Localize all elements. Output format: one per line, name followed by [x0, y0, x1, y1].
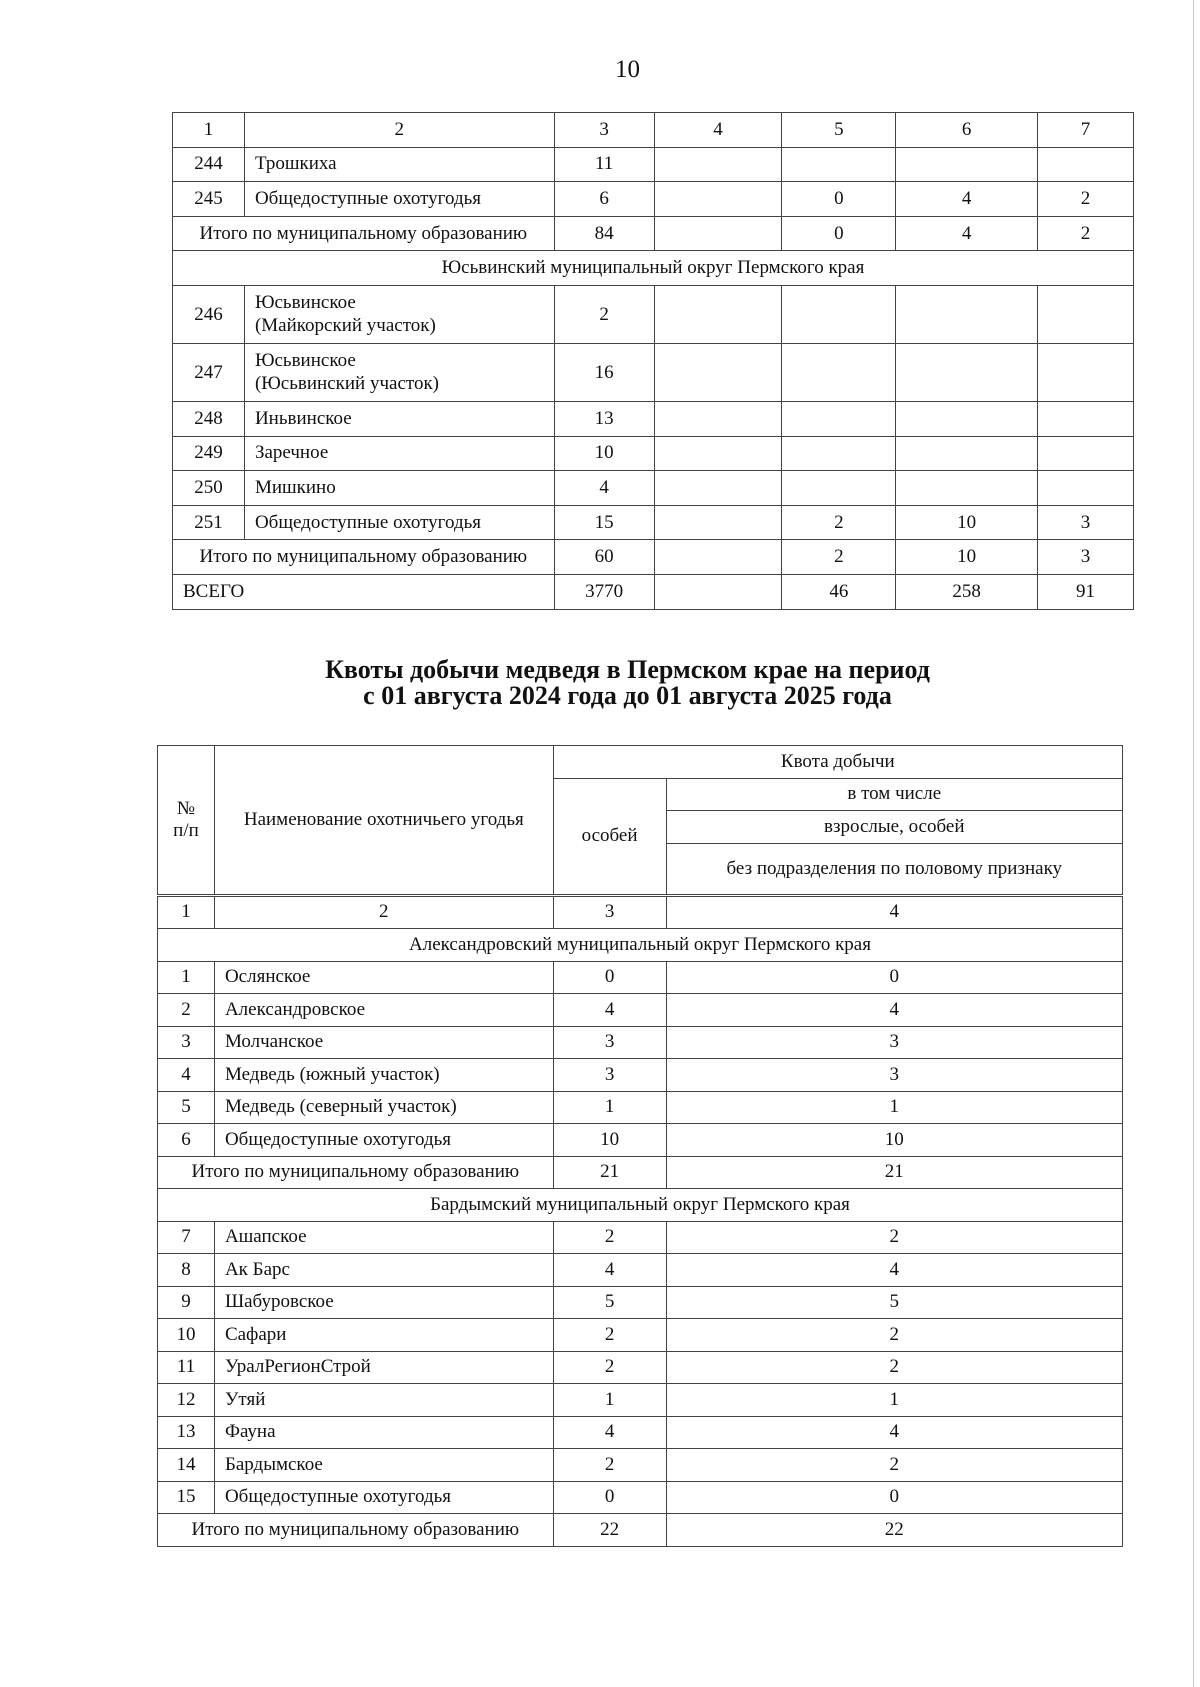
- heading-line-2: с 01 августа 2024 года до 01 августа 2025 года: [363, 681, 892, 710]
- table-row: [158, 1416, 1123, 1449]
- section-row: [158, 929, 1123, 962]
- row-number: 10: [158, 1319, 215, 1352]
- column-index-row: [173, 113, 1134, 148]
- value-cell: 21: [553, 1156, 666, 1189]
- column-index-cell: 1: [173, 113, 245, 148]
- subtotal-label: Итого по муниципальному образованию: [173, 216, 555, 251]
- value-cell: 46: [782, 574, 896, 609]
- row-number: 11: [158, 1351, 215, 1384]
- section-label: Юсьвинский муниципальный округ Пермского края: [173, 251, 1134, 286]
- value-cell: 3770: [554, 574, 654, 609]
- value-cell: 10: [666, 1124, 1122, 1157]
- value-cell: 2: [553, 1319, 666, 1352]
- value-cell: 11: [554, 147, 654, 182]
- value-cell: 0: [553, 1481, 666, 1514]
- hunting-ground-name: Медведь (северный участок): [214, 1091, 553, 1124]
- value-cell: 10: [553, 1124, 666, 1157]
- row-number: 245: [173, 182, 245, 217]
- value-cell: 84: [554, 216, 654, 251]
- quota-table-continued: [172, 112, 1134, 610]
- value-cell: 4: [553, 1416, 666, 1449]
- hunting-ground-name: Молчанское: [214, 1026, 553, 1059]
- value-cell: 0: [782, 182, 896, 217]
- value-cell: [1038, 471, 1134, 506]
- value-cell: 0: [782, 216, 896, 251]
- value-cell: [782, 471, 896, 506]
- hunting-ground-name: Мишкино: [244, 471, 554, 506]
- header-number: № п/п: [158, 746, 215, 896]
- value-cell: 3: [1038, 505, 1134, 540]
- header-hunting-ground-name: Наименование охотничьего угодья: [214, 746, 553, 896]
- table-row: [158, 1254, 1123, 1287]
- header-no-sex-division: без подразделения по половому признаку: [666, 843, 1122, 895]
- hunting-ground-name: Общедоступные охотугодья: [244, 182, 554, 217]
- hunting-ground-name: Общедоступные охотугодья: [214, 1124, 553, 1157]
- row-number: 14: [158, 1449, 215, 1482]
- column-index-cell: 2: [214, 895, 553, 929]
- hunting-ground-name: Бардымское: [214, 1449, 553, 1482]
- hunting-ground-name: Медведь (южный участок): [214, 1059, 553, 1092]
- value-cell: [654, 505, 782, 540]
- value-cell: [654, 471, 782, 506]
- value-cell: 2: [782, 540, 896, 575]
- value-cell: [896, 471, 1038, 506]
- value-cell: 91: [1038, 574, 1134, 609]
- table-row: [158, 961, 1123, 994]
- hunting-ground-name: Трошкиха: [244, 147, 554, 182]
- value-cell: 3: [553, 1026, 666, 1059]
- table-row: [158, 1351, 1123, 1384]
- value-cell: 21: [666, 1156, 1122, 1189]
- section-label: Бардымский муниципальный округ Пермского края: [158, 1189, 1123, 1222]
- row-number: 13: [158, 1416, 215, 1449]
- column-index-cell: 4: [654, 113, 782, 148]
- subtotal-row: [158, 1514, 1123, 1547]
- value-cell: 1: [666, 1091, 1122, 1124]
- value-cell: 10: [896, 540, 1038, 575]
- value-cell: 10: [554, 436, 654, 471]
- row-number: 244: [173, 147, 245, 182]
- hunting-ground-name: УралРегионСтрой: [214, 1351, 553, 1384]
- column-index-cell: 3: [553, 895, 666, 929]
- value-cell: 4: [896, 182, 1038, 217]
- value-cell: 2: [553, 1221, 666, 1254]
- value-cell: [654, 182, 782, 217]
- value-cell: [1038, 147, 1134, 182]
- value-cell: 3: [553, 1059, 666, 1092]
- value-cell: 5: [553, 1286, 666, 1319]
- value-cell: [782, 147, 896, 182]
- value-cell: 22: [553, 1514, 666, 1547]
- table-row: [158, 1026, 1123, 1059]
- column-index-cell: 6: [896, 113, 1038, 148]
- bear-quota-table: [157, 745, 1123, 1547]
- table-row: [173, 471, 1134, 506]
- header-including: в том числе: [666, 778, 1122, 811]
- page-edge: [1193, 0, 1194, 1687]
- hunting-ground-name: Ашапское: [214, 1221, 553, 1254]
- value-cell: 3: [666, 1059, 1122, 1092]
- name-line-1: Юсьвинское: [254, 350, 356, 372]
- value-cell: 4: [554, 471, 654, 506]
- column-index-cell: 4: [666, 895, 1122, 929]
- row-number: 15: [158, 1481, 215, 1514]
- row-number: 6: [158, 1124, 215, 1157]
- value-cell: 2: [1038, 216, 1134, 251]
- table-row: [173, 401, 1134, 436]
- subtotal-row: [173, 216, 1134, 251]
- grand-total-row: [173, 574, 1134, 609]
- value-cell: 2: [666, 1319, 1122, 1352]
- name-line-2: (Майкорский участок): [254, 315, 436, 337]
- value-cell: 6: [554, 182, 654, 217]
- hunting-ground-name: Утяй: [214, 1384, 553, 1417]
- subtotal-label: Итого по муниципальному образованию: [173, 540, 555, 575]
- page-number: 10: [615, 56, 640, 83]
- value-cell: 60: [554, 540, 654, 575]
- table-row: [158, 1124, 1123, 1157]
- subtotal-label: Итого по муниципальному образованию: [158, 1514, 554, 1547]
- value-cell: 2: [553, 1351, 666, 1384]
- row-number: 3: [158, 1026, 215, 1059]
- hunting-ground-name: Общедоступные охотугодья: [214, 1481, 553, 1514]
- hunting-ground-name: Шабуровское: [214, 1286, 553, 1319]
- hunting-ground-name: Общедоступные охотугодья: [244, 505, 554, 540]
- row-number: 9: [158, 1286, 215, 1319]
- value-cell: 2: [553, 1449, 666, 1482]
- row-number: 7: [158, 1221, 215, 1254]
- table-row: [173, 147, 1134, 182]
- value-cell: [654, 540, 782, 575]
- table-row: [158, 994, 1123, 1027]
- table-row: [158, 1221, 1123, 1254]
- value-cell: [1038, 285, 1134, 343]
- value-cell: [896, 343, 1038, 401]
- value-cell: 258: [896, 574, 1038, 609]
- heading-line-1: Квоты добычи медведя в Пермском крае на период: [325, 655, 930, 684]
- subtotal-row: [158, 1156, 1123, 1189]
- row-number: 250: [173, 471, 245, 506]
- hunting-ground-name: [244, 285, 554, 343]
- value-cell: [782, 343, 896, 401]
- row-number: 249: [173, 436, 245, 471]
- value-cell: 16: [554, 343, 654, 401]
- table-row: [173, 436, 1134, 471]
- row-number: 248: [173, 401, 245, 436]
- header-quota: Квота добычи: [553, 746, 1122, 779]
- table-row: [158, 1091, 1123, 1124]
- value-cell: [1038, 343, 1134, 401]
- column-index-cell: 1: [158, 895, 215, 929]
- value-cell: [782, 436, 896, 471]
- value-cell: 2: [666, 1221, 1122, 1254]
- row-number: 8: [158, 1254, 215, 1287]
- hunting-ground-name: Ослянское: [214, 961, 553, 994]
- table-row: [158, 1481, 1123, 1514]
- hunting-ground-name: Иньвинское: [244, 401, 554, 436]
- hunting-ground-name: [244, 343, 554, 401]
- value-cell: 2: [554, 285, 654, 343]
- value-cell: 3: [666, 1026, 1122, 1059]
- value-cell: 4: [553, 1254, 666, 1287]
- value-cell: 4: [896, 216, 1038, 251]
- column-index-cell: 7: [1038, 113, 1134, 148]
- row-number: 12: [158, 1384, 215, 1417]
- header-adults: взрослые, особей: [666, 811, 1122, 844]
- value-cell: [782, 285, 896, 343]
- value-cell: 10: [896, 505, 1038, 540]
- header-individuals: особей: [553, 778, 666, 895]
- value-cell: 5: [666, 1286, 1122, 1319]
- column-index-cell: 2: [244, 113, 554, 148]
- value-cell: 4: [666, 1416, 1122, 1449]
- section-label: Александровский муниципальный округ Пермского края: [158, 929, 1123, 962]
- hunting-ground-name: Фауна: [214, 1416, 553, 1449]
- value-cell: 22: [666, 1514, 1122, 1547]
- value-cell: [1038, 401, 1134, 436]
- column-index-cell: 3: [554, 113, 654, 148]
- subtotal-row: [173, 540, 1134, 575]
- value-cell: 0: [553, 961, 666, 994]
- table-row: [158, 1384, 1123, 1417]
- value-cell: 13: [554, 401, 654, 436]
- table-row: [158, 1319, 1123, 1352]
- value-cell: 4: [666, 994, 1122, 1027]
- table-row: [158, 1286, 1123, 1319]
- subtotal-label: Итого по муниципальному образованию: [158, 1156, 554, 1189]
- value-cell: [782, 401, 896, 436]
- value-cell: 2: [782, 505, 896, 540]
- value-cell: 0: [666, 961, 1122, 994]
- value-cell: [654, 574, 782, 609]
- hunting-ground-name: Заречное: [244, 436, 554, 471]
- name-line-2: (Юсьвинский участок): [254, 373, 439, 395]
- row-number: 2: [158, 994, 215, 1027]
- value-cell: [654, 401, 782, 436]
- table-row: [158, 1449, 1123, 1482]
- value-cell: 4: [666, 1254, 1122, 1287]
- row-number: 246: [173, 285, 245, 343]
- value-cell: [654, 285, 782, 343]
- row-number: 251: [173, 505, 245, 540]
- hunting-ground-name: Александровское: [214, 994, 553, 1027]
- row-number: 5: [158, 1091, 215, 1124]
- column-index-cell: 5: [782, 113, 896, 148]
- value-cell: [654, 216, 782, 251]
- value-cell: 4: [553, 994, 666, 1027]
- section-row: [173, 251, 1134, 286]
- bear-quota-heading: [0, 657, 1200, 709]
- row-number: 4: [158, 1059, 215, 1092]
- value-cell: [654, 436, 782, 471]
- value-cell: [1038, 436, 1134, 471]
- value-cell: [896, 147, 1038, 182]
- name-line-1: Юсьвинское: [254, 292, 356, 314]
- grand-total-label: ВСЕГО: [173, 574, 555, 609]
- column-index-row: [158, 895, 1123, 929]
- value-cell: [896, 401, 1038, 436]
- hunting-ground-name: Сафари: [214, 1319, 553, 1352]
- table-row: [173, 505, 1134, 540]
- value-cell: 1: [553, 1091, 666, 1124]
- value-cell: [654, 343, 782, 401]
- section-row: [158, 1189, 1123, 1222]
- value-cell: 1: [553, 1384, 666, 1417]
- value-cell: [654, 147, 782, 182]
- value-cell: 2: [666, 1449, 1122, 1482]
- table-row: [158, 1059, 1123, 1092]
- hunting-ground-name: Ак Барс: [214, 1254, 553, 1287]
- row-number: 247: [173, 343, 245, 401]
- table-row: [173, 285, 1134, 343]
- value-cell: 15: [554, 505, 654, 540]
- value-cell: 1: [666, 1384, 1122, 1417]
- table-row: [173, 182, 1134, 217]
- value-cell: 3: [1038, 540, 1134, 575]
- value-cell: 0: [666, 1481, 1122, 1514]
- value-cell: 2: [1038, 182, 1134, 217]
- table-row: [173, 343, 1134, 401]
- value-cell: [896, 436, 1038, 471]
- row-number: 1: [158, 961, 215, 994]
- value-cell: 2: [666, 1351, 1122, 1384]
- value-cell: [896, 285, 1038, 343]
